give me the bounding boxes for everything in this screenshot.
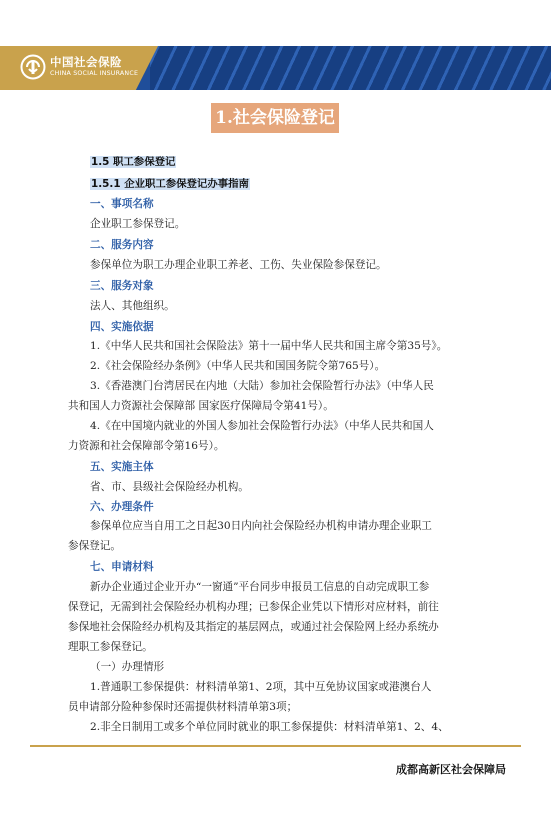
body-text-line bbox=[90, 680, 431, 694]
page-header bbox=[0, 46, 551, 90]
body-text-line bbox=[68, 700, 297, 714]
body-text-line bbox=[68, 399, 334, 413]
body-text-line bbox=[68, 539, 121, 553]
body-text-line bbox=[90, 660, 164, 674]
body-text-line bbox=[90, 339, 447, 353]
line-text: 企业职工参保登记。 bbox=[90, 218, 186, 230]
body-text-line bbox=[90, 580, 429, 594]
body-text-line bbox=[90, 359, 385, 373]
section-heading bbox=[90, 238, 154, 252]
body-text-line bbox=[90, 480, 249, 494]
line-text: 二、服务内容 bbox=[90, 239, 154, 251]
body-text-line bbox=[90, 519, 432, 533]
section-heading bbox=[90, 500, 154, 514]
line-text: 四、实施依据 bbox=[90, 321, 154, 333]
line-text: 1.5 职工参保登记 bbox=[91, 156, 176, 168]
header-stripes bbox=[150, 46, 551, 90]
body-text-line bbox=[68, 439, 225, 453]
line-text: 七、申请材料 bbox=[90, 561, 154, 573]
line-text: 1.普通职工参保提供：材料清单第1、2项，其中互免协议国家或港澳台人 bbox=[90, 681, 432, 693]
body-text-line bbox=[68, 620, 439, 634]
body-text-line bbox=[90, 379, 434, 393]
line-text: 共和国人力资源社会保障部 国家医疗保障局令第41号）。 bbox=[68, 400, 334, 412]
line-text: 力资源和社会保障部令第16号）。 bbox=[68, 440, 225, 452]
line-text: 法人、其他组织。 bbox=[90, 300, 175, 312]
line-text: 2.非全日制用工或多个单位同时就业的职工参保提供：材料清单第1、2、4、 bbox=[90, 721, 449, 733]
body-text-line bbox=[68, 640, 153, 654]
body-text-line bbox=[90, 720, 449, 734]
line-text: 2.《社会保险经办条例》（中华人民共和国国务院令第765号）。 bbox=[90, 360, 386, 372]
line-text: 参保登记。 bbox=[68, 540, 121, 552]
line-text: 理职工参保登记。 bbox=[68, 641, 153, 653]
logo-text-en: CHINA SOCIAL INSURANCE bbox=[50, 70, 139, 77]
line-text: 参保单位为职工办理企业职工养老、工伤、失业保险参保登记。 bbox=[90, 259, 387, 271]
line-text: 省、市、县级社会保险经办机构。 bbox=[90, 481, 249, 493]
section-heading bbox=[90, 560, 154, 574]
body-text-line bbox=[90, 258, 387, 272]
line-text: 参保单位应当自用工之日起30日内向社会保险经办机构申请办理企业职工 bbox=[90, 520, 432, 532]
footer-organization: 成都高新区社会保障局 bbox=[396, 763, 506, 776]
body-text-line bbox=[90, 299, 175, 313]
line-text: 1.《中华人民共和国社会保险法》第十一届中华人民共和国主席令第35号》。 bbox=[90, 340, 448, 352]
line-text: （一）办理情形 bbox=[90, 661, 165, 673]
body-text-line bbox=[90, 217, 185, 231]
section-heading bbox=[90, 320, 154, 334]
line-text: 新办企业通过企业开办“一窗通”平台同步申报员工信息的自动完成职工参 bbox=[90, 581, 430, 593]
line-text: 保登记，无需到社会保险经办机构办理；已参保企业凭以下情形对应材料，前往 bbox=[68, 601, 439, 613]
line-text: 三、服务对象 bbox=[90, 280, 154, 292]
line-text: 一、事项名称 bbox=[90, 198, 154, 210]
social-insurance-logo-icon bbox=[20, 54, 46, 80]
line-text: 4.《在中国境内就业的外国人参加社会保险暂行办法》（中华人民共和国人 bbox=[90, 420, 434, 432]
section-heading bbox=[90, 197, 154, 211]
page-title: 1.社会保险登记 bbox=[211, 103, 339, 133]
body-text-line bbox=[90, 419, 434, 433]
line-text: 六、办理条件 bbox=[90, 501, 154, 513]
line-text: 员申请部分险种参保时还需提供材料清单第3项； bbox=[68, 701, 298, 713]
body-text-line bbox=[68, 600, 439, 614]
section-heading bbox=[90, 279, 154, 293]
footer-divider bbox=[30, 745, 521, 747]
logo-text-cn: 中国社会保险 bbox=[50, 55, 122, 69]
section-heading bbox=[90, 460, 154, 474]
subsection-heading bbox=[90, 155, 176, 169]
line-text: 五、实施主体 bbox=[90, 461, 154, 473]
line-text: 参保地社会保险经办机构及其指定的基层网点，或通过社会保险网上经办系统办 bbox=[68, 621, 439, 633]
line-text: 1.5.1 企业职工参保登记办事指南 bbox=[91, 178, 249, 190]
line-text: 3.《香港澳门台湾居民在内地（大陆）参加社会保险暂行办法》（中华人民 bbox=[90, 380, 434, 392]
subsection-heading bbox=[90, 177, 250, 191]
